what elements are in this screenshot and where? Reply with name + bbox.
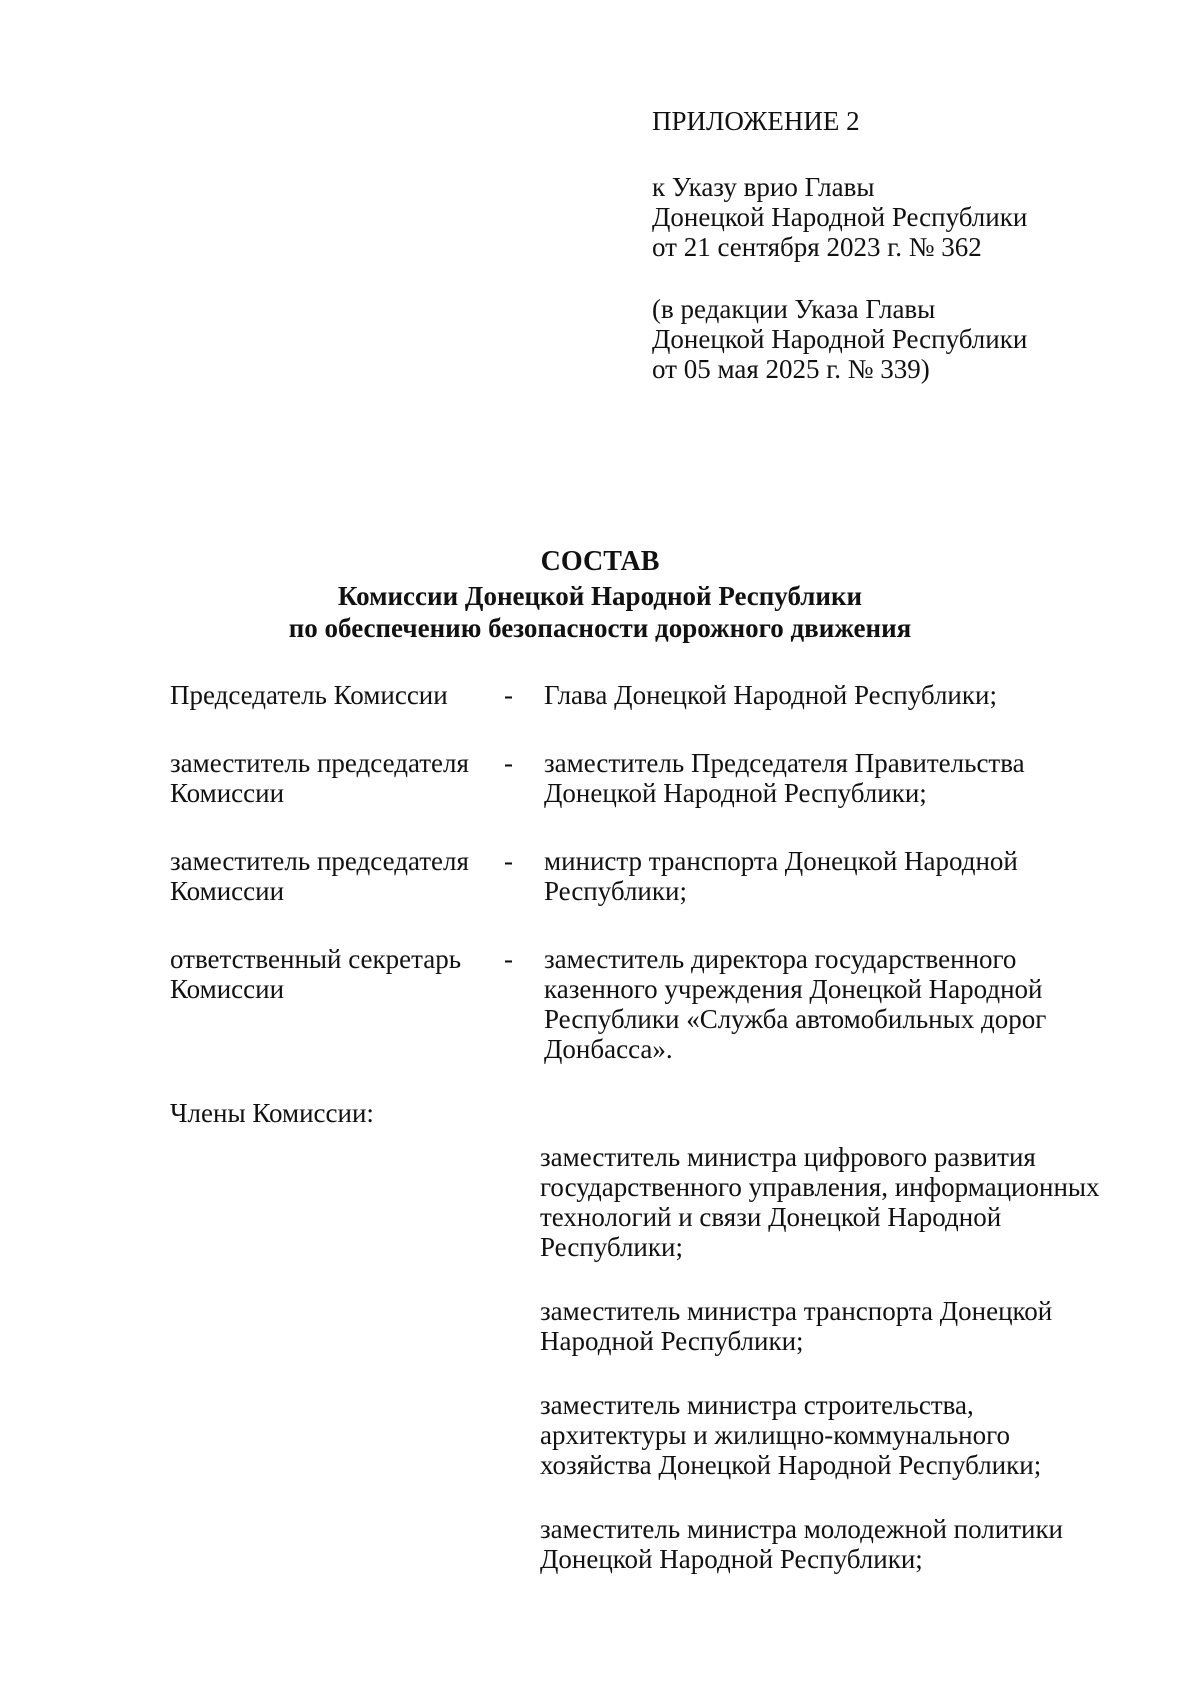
role-line: Комиссии [170,778,285,808]
decree-reference-line: к Указу врио Главы [652,172,875,202]
member-entry [540,1514,1140,1574]
members-label: Члены Комиссии: [170,1098,374,1128]
dash-separator: - [504,680,513,710]
description-line: заместитель Председателя Правительства [544,748,1025,778]
position-description [544,846,1140,906]
member-entry [540,1142,1140,1262]
title-line: СОСТАВ [540,546,660,577]
edition-note-line: от 05 мая 2025 г. № 339) [652,354,930,384]
member-line: Народной Республики; [540,1326,804,1356]
dash-separator: - [504,944,513,974]
edition-note-line: Донецкой Народной Республики [652,324,1028,354]
role-line: заместитель председателя [170,748,469,778]
decree-reference-line: от 21 сентября 2023 г. № 362 [652,232,982,262]
description-line: казенного учреждения Донецкой Народной [544,974,1043,1004]
dash-separator: - [504,748,513,778]
dash-separator: - [504,846,513,876]
role-line: ответственный секретарь [170,944,462,974]
description-line: Республики; [544,876,687,906]
member-line: заместитель министра цифрового развития [540,1142,1036,1172]
role-label [170,748,500,808]
member-line: заместитель министра транспорта Донецкой [540,1296,1053,1326]
roster-row [170,944,1140,1064]
description-line: Донецкой Народной Республики; [544,778,927,808]
decree-reference [652,172,1027,262]
member-line: Донецкой Народной Республики; [540,1544,923,1574]
role-label [170,944,500,1004]
member-line: заместитель министра молодежной политики [540,1514,1064,1544]
edition-note [652,294,1027,384]
appendix-header [652,106,1027,384]
position-description [544,680,1140,710]
position-description [544,748,1140,808]
member-entry [540,1296,1140,1356]
description-line: Донбасса». [544,1034,673,1064]
role-line: Комиссии [170,974,285,1004]
role-line: Комиссии [170,876,285,906]
member-line: государственного управления, информационных [540,1172,1100,1202]
member-line: заместитель министра строительства, [540,1390,974,1420]
roster-row [170,748,1140,808]
appendix-heading: ПРИЛОЖЕНИЕ 2 [652,106,860,136]
roster-row [170,846,1140,906]
member-line: архитектуры и жилищно-коммунального [540,1420,1010,1450]
commission-roster [170,680,1140,1608]
member-entry [540,1390,1140,1480]
description-line: Глава Донецкой Народной Республики; [544,680,997,710]
decree-reference-line: Донецкой Народной Республики [652,202,1028,232]
role-label [170,680,500,710]
document-title [0,546,1200,644]
position-description [544,944,1140,1064]
role-line: Председатель Комиссии [170,680,448,710]
member-line: Республики; [540,1232,683,1262]
member-line: технологий и связи Донецкой Народной [540,1202,1002,1232]
description-line: заместитель директора государственного [544,944,1017,974]
title-line: Комиссии Донецкой Народной Республики [337,581,863,611]
title-line: по обеспечению безопасности дорожного движения [288,613,912,643]
roster-row [170,680,1140,710]
description-line: министр транспорта Донецкой Народной [544,846,1018,876]
role-label [170,846,500,906]
role-line: заместитель председателя [170,846,469,876]
description-line: Республики «Служба автомобильных дорог [544,1004,1047,1034]
edition-note-line: (в редакции Указа Главы [652,294,936,324]
member-line: хозяйства Донецкой Народной Республики; [540,1450,1042,1480]
